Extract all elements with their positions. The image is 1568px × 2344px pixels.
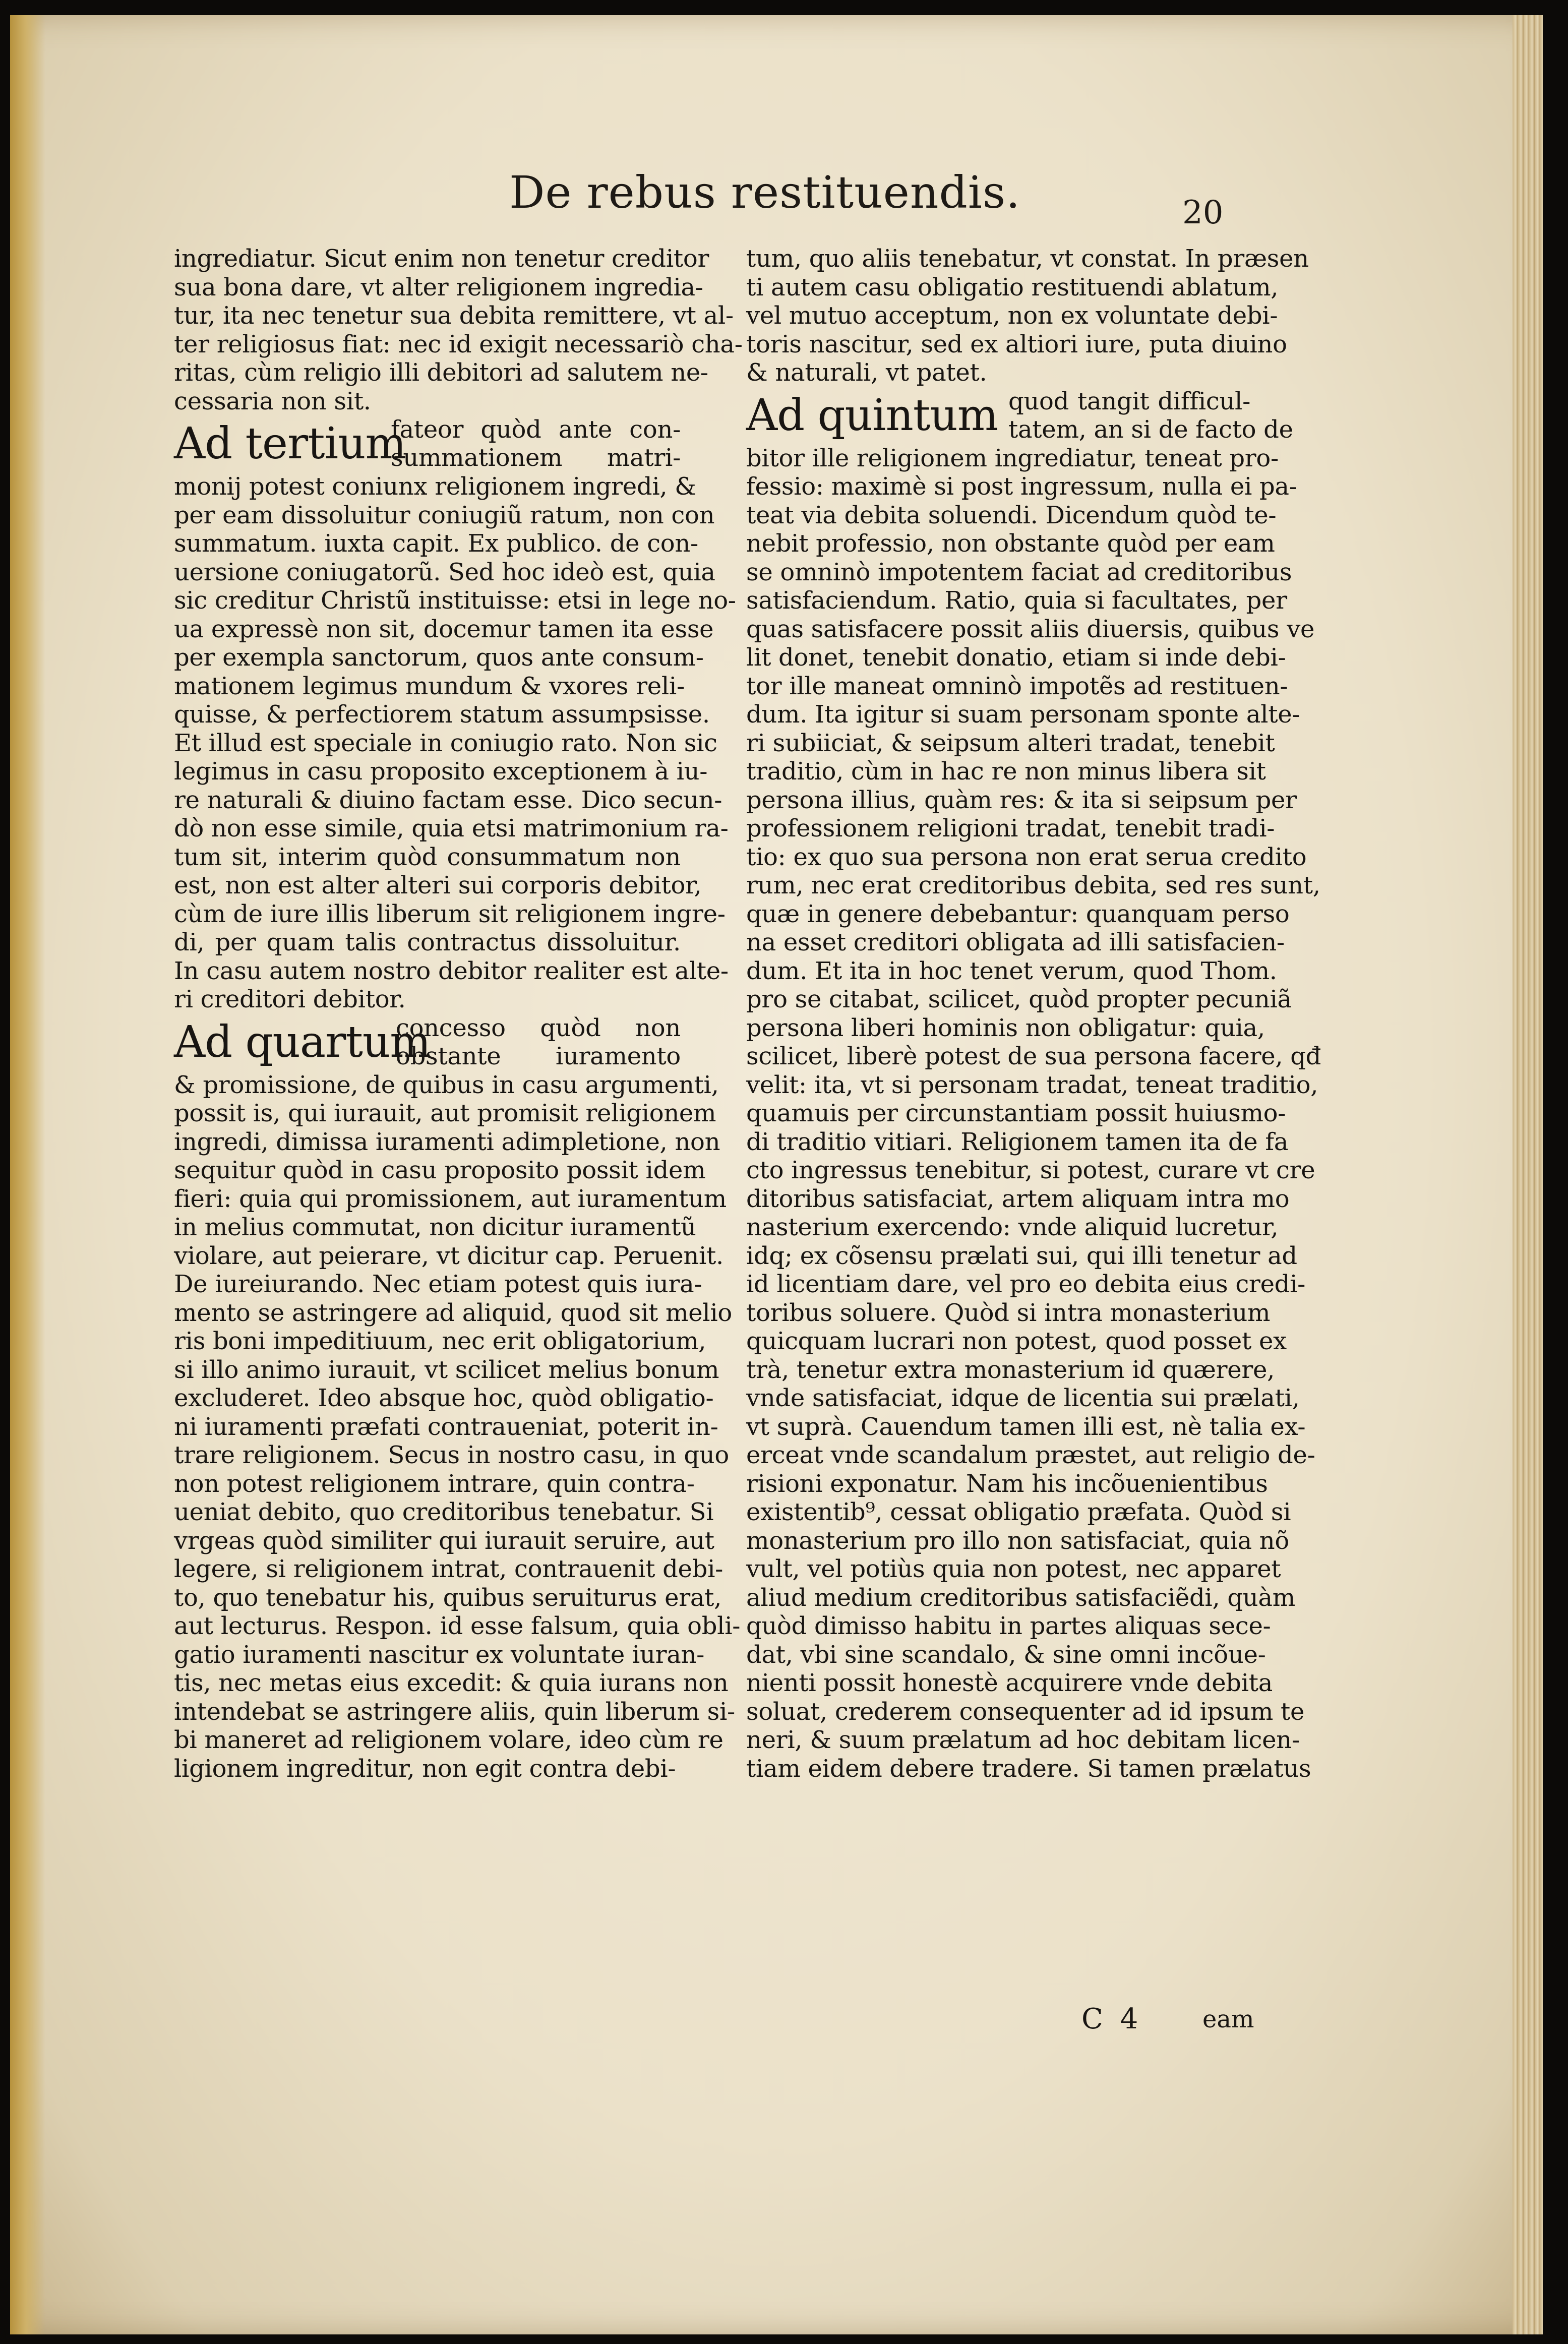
text-line: ter religiosus fiat: nec id exigit necessariò cha- bbox=[174, 330, 743, 358]
text-line: In casu autem nostro debitor realiter est alte- bbox=[174, 956, 729, 985]
text-line: pro se citabat, scilicet, quòd propter pecuniã bbox=[746, 985, 1292, 1013]
text-line: trà, tenetur extra monasterium id quærere, bbox=[746, 1355, 1275, 1384]
heading-line: tatem, an si de facto de bbox=[1008, 415, 1293, 444]
text-line: satisfaciendum. Ratio, quia si facultates, per bbox=[746, 586, 1287, 615]
text-line: lit donet, tenebit donatio, etiam si inde debi- bbox=[746, 643, 1286, 672]
text-line: tis, nec metas eius excedit: & quia iurans non bbox=[174, 1669, 729, 1697]
text-line: sua bona dare, vt alter religionem ingredia- bbox=[174, 273, 703, 302]
text-line: ingrediatur. Sicut enim non tenetur creditor bbox=[174, 245, 709, 273]
right-column bbox=[746, 245, 1321, 1783]
text-line: risioni exponatur. Nam his incõuenientibus bbox=[746, 1469, 1268, 1498]
text-line: velit: ita, vt si personam tradat, teneat traditio, bbox=[746, 1070, 1318, 1099]
text-line: rum, nec erat creditoribus debita, sed res sunt, bbox=[746, 871, 1320, 899]
text-line: erceat vnde scandalum præstet, aut religio de- bbox=[746, 1441, 1315, 1469]
text-line: dò non esse simile, quia etsi matrimonium ra- bbox=[174, 814, 729, 843]
text-line: ris boni impeditiuum, nec erit obligatorium, bbox=[174, 1327, 706, 1355]
text-line: ni iuramenti præfati contraueniat, poterit in- bbox=[174, 1412, 718, 1441]
text-line: di traditio vitiari. Religionem tamen ita de fa bbox=[746, 1127, 1289, 1156]
section-heading-quartum bbox=[174, 1014, 681, 1071]
text-line: professionem religioni tradat, tenebit tradi- bbox=[746, 814, 1275, 843]
folio-number: 20 bbox=[1182, 194, 1224, 231]
text-line: bitor ille religionem ingrediatur, teneat pro- bbox=[746, 444, 1279, 472]
text-line: toris nascitur, sed ex altiori iure, puta diuino bbox=[746, 330, 1287, 358]
text-line: monij potest coniunx religionem ingredi, & bbox=[174, 472, 696, 501]
text-line: & promissione, de quibus in casu argumenti, bbox=[174, 1070, 719, 1099]
heading-word: Ad quintum bbox=[746, 390, 998, 441]
text-line: vel mutuo acceptum, non ex voluntate debi- bbox=[746, 302, 1278, 330]
text-line: scilicet, liberè potest de sua persona facere, qđ bbox=[746, 1042, 1321, 1070]
left-column bbox=[174, 245, 743, 1783]
text-line: traditio, cùm in hac re non minus libera sit bbox=[746, 757, 1266, 786]
text-line: mationem legimus mundum & vxores reli- bbox=[174, 672, 685, 700]
text-line: id licentiam dare, vel pro eo debita eius credi- bbox=[746, 1270, 1306, 1298]
text-line: nienti possit honestè acquirere vnde debita bbox=[746, 1669, 1273, 1697]
text-line: cto ingressus tenebitur, si potest, curare vt cre bbox=[746, 1156, 1315, 1184]
text-line: sic creditur Christũ instituisse: etsi in lege no- bbox=[174, 586, 736, 615]
text-line: si illo animo iurauit, vt scilicet melius bonum bbox=[174, 1355, 719, 1384]
text-line: vnde satisfaciat, idque de licentia sui prælati, bbox=[746, 1384, 1300, 1412]
text-line: fieri: quia qui promissionem, aut iuramentum bbox=[174, 1184, 727, 1213]
text-line: intendebat se astringere aliis, quin liberum si- bbox=[174, 1697, 735, 1726]
text-line: tor ille maneat omninò impotẽs ad restituen- bbox=[746, 672, 1288, 700]
text-line: possit is, qui iurauit, aut promisit religionem bbox=[174, 1099, 716, 1127]
text-line: ri subiiciat, & seipsum alteri tradat, tenebit bbox=[746, 729, 1275, 757]
text-line: tio: ex quo sua persona non erat serua credito bbox=[746, 843, 1307, 871]
text-line: summatum. iuxta capit. Ex publico. de con- bbox=[174, 529, 698, 558]
text-line: Et illud est speciale in coniugio rato. Non sic bbox=[174, 729, 717, 757]
heading-line: obstante iuramento bbox=[396, 1042, 681, 1070]
text-line: vrgeas quòd similiter qui iurauit seruire, aut bbox=[174, 1526, 714, 1555]
text-line: tiam eidem debere tradere. Si tamen prælatus bbox=[746, 1754, 1311, 1783]
binding-stain bbox=[10, 15, 45, 2334]
text-line: ritas, cùm religio illi debitori ad salutem ne- bbox=[174, 358, 708, 387]
text-line: bi maneret ad religionem volare, ideo cùm re bbox=[174, 1726, 723, 1754]
text-line: violare, aut peierare, vt dicitur cap. Peruenit. bbox=[174, 1241, 723, 1270]
text-line: tum, quo aliis tenebatur, vt constat. In præsen bbox=[746, 245, 1309, 273]
text-line: sequitur quòd in casu proposito possit idem bbox=[174, 1156, 706, 1184]
section-heading-tertium bbox=[174, 415, 681, 472]
text-line: ua expressè non sit, docemur tamen ita esse bbox=[174, 615, 714, 643]
text-line: quamuis per circunstantiam possit huiusmo- bbox=[746, 1099, 1286, 1127]
text-line: toribus soluere. Quòd si intra monasterium bbox=[746, 1298, 1271, 1327]
text-line: quòd dimisso habitu in partes aliquas sece- bbox=[746, 1612, 1271, 1640]
text-line: existentib⁹, cessat obligatio præfata. Quòd si bbox=[746, 1498, 1291, 1526]
text-line: ti autem casu obligatio restituendi ablatum, bbox=[746, 273, 1279, 302]
text-line: & naturali, vt patet. bbox=[746, 358, 987, 387]
text-line: fessio: maximè si post ingressum, nulla ei pa- bbox=[746, 472, 1297, 501]
text-line: uersione coniugatorũ. Sed hoc ideò est, quia bbox=[174, 558, 715, 586]
right-paragraph-1 bbox=[746, 245, 1309, 387]
text-line: quæ in genere debebantur: quanquam perso bbox=[746, 899, 1290, 928]
text-line: in melius commutat, non dicitur iuramentũ bbox=[174, 1213, 696, 1241]
text-line: mento se astringere ad aliquid, quod sit melio bbox=[174, 1298, 733, 1327]
text-line: idq; ex cõsensu prælati sui, qui illi tenetur ad bbox=[746, 1241, 1297, 1270]
text-line: aliud medium creditoribus satisfaciẽdi, quàm bbox=[746, 1583, 1295, 1612]
text-line: trare religionem. Secus in nostro casu, in quo bbox=[174, 1441, 730, 1469]
heading-word: Ad quartum bbox=[174, 1016, 431, 1067]
text-line: dum. Et ita in hoc tenet verum, quod Thom. bbox=[746, 956, 1277, 985]
text-line: ueniat debito, quo creditoribus tenebatur. Si bbox=[174, 1498, 714, 1526]
text-line: monasterium pro illo non satisfaciat, quia nõ bbox=[746, 1526, 1290, 1555]
heading-line: quod tangit difficul- bbox=[1008, 387, 1250, 415]
text-line: ri creditori debitor. bbox=[174, 985, 406, 1013]
text-line: ligionem ingreditur, non egit contra debi- bbox=[174, 1754, 676, 1783]
text-line: dum. Ita igitur si suam personam sponte alte- bbox=[746, 700, 1300, 729]
text-line: cùm de iure illis liberum sit religionem ingre- bbox=[174, 899, 726, 928]
text-line: aut lecturus. Respon. id esse falsum, quia obli- bbox=[174, 1612, 741, 1640]
heading-line: summationem matri- bbox=[391, 444, 681, 472]
text-line: legere, si religionem intrat, contrauenit debi- bbox=[174, 1555, 723, 1583]
text-line: vult, vel potiùs quia non potest, nec apparet bbox=[746, 1555, 1281, 1583]
text-line: teat via debita soluendi. Dicendum quòd te- bbox=[746, 501, 1277, 529]
page-edges bbox=[1513, 15, 1543, 2334]
left-paragraph-3 bbox=[174, 1070, 741, 1783]
text-line: to, quo tenebatur his, quibus seruiturus erat, bbox=[174, 1583, 722, 1612]
text-line: quicquam lucrari non potest, quod posset ex bbox=[746, 1327, 1287, 1355]
text-line: persona illius, quàm res: & ita si seipsum per bbox=[746, 786, 1297, 814]
text-line: per eam dissoluitur coniugiũ ratum, non con bbox=[174, 501, 715, 529]
text-line: dat, vbi sine scandalo, & sine omni incõue- bbox=[746, 1640, 1266, 1669]
text-line: tur, ita nec tenetur sua debita remittere, vt al- bbox=[174, 302, 734, 330]
heading-line: fateor quòd ante con- bbox=[391, 415, 681, 444]
left-paragraph-2 bbox=[174, 472, 736, 1014]
text-line: cessaria non sit. bbox=[174, 387, 371, 415]
text-line: quas satisfacere possit aliis diuersis, quibus ve bbox=[746, 615, 1315, 643]
catchword: eam bbox=[1202, 2005, 1254, 2033]
text-line: est, non est alter alteri sui corporis debitor, bbox=[174, 871, 702, 899]
text-line: se omninò impotentem faciat ad creditoribus bbox=[746, 558, 1292, 586]
signature-mark: C 4 bbox=[1081, 2003, 1142, 2035]
text-line: vt suprà. Cauendum tamen illi est, nè talia ex- bbox=[746, 1412, 1306, 1441]
text-line: soluat, crederem consequenter ad id ipsum te bbox=[746, 1697, 1305, 1726]
text-line: re naturali & diuino factam esse. Dico secun- bbox=[174, 786, 722, 814]
text-line: ditoribus satisfaciat, artem aliquam intra mo bbox=[746, 1184, 1290, 1213]
heading-word: Ad tertium bbox=[174, 418, 406, 469]
left-paragraph-1 bbox=[174, 245, 743, 415]
text-line: neri, & suum prælatum ad hoc debitam licen- bbox=[746, 1726, 1300, 1754]
text-line: na esset creditori obligata ad illi satisfacien- bbox=[746, 928, 1285, 956]
running-head: De rebus restituendis. bbox=[509, 166, 1021, 218]
text-line: quisse, & perfectiorem statum assumpsisse. bbox=[174, 700, 710, 729]
text-line: ingredi, dimissa iuramenti adimpletione, non bbox=[174, 1127, 720, 1156]
right-paragraph-2 bbox=[746, 444, 1321, 1783]
text-line: gatio iuramenti nascitur ex voluntate iuran- bbox=[174, 1640, 705, 1669]
heading-line: concesso quòd non bbox=[396, 1013, 681, 1042]
text-line: nasterium exercendo: vnde aliquid lucretur, bbox=[746, 1213, 1279, 1241]
text-line: tum sit, interim quòd consummatum non bbox=[174, 843, 681, 871]
text-line: per exempla sanctorum, quos ante consum- bbox=[174, 643, 704, 672]
text-line: excluderet. Ideo absque hoc, quòd obligatio- bbox=[174, 1384, 714, 1412]
text-line: legimus in casu proposito exceptionem à iu- bbox=[174, 757, 708, 786]
text-line: persona liberi hominis non obligatur: quia, bbox=[746, 1013, 1265, 1042]
text-line: non potest religionem intrare, quin contra- bbox=[174, 1469, 695, 1498]
section-heading-quintum bbox=[746, 387, 1293, 444]
text-line: De iureiurando. Nec etiam potest quis iura- bbox=[174, 1270, 702, 1298]
text-line: di, per quam talis contractus dissoluitur. bbox=[174, 928, 681, 956]
text-line: nebit professio, non obstante quòd per eam bbox=[746, 529, 1275, 558]
